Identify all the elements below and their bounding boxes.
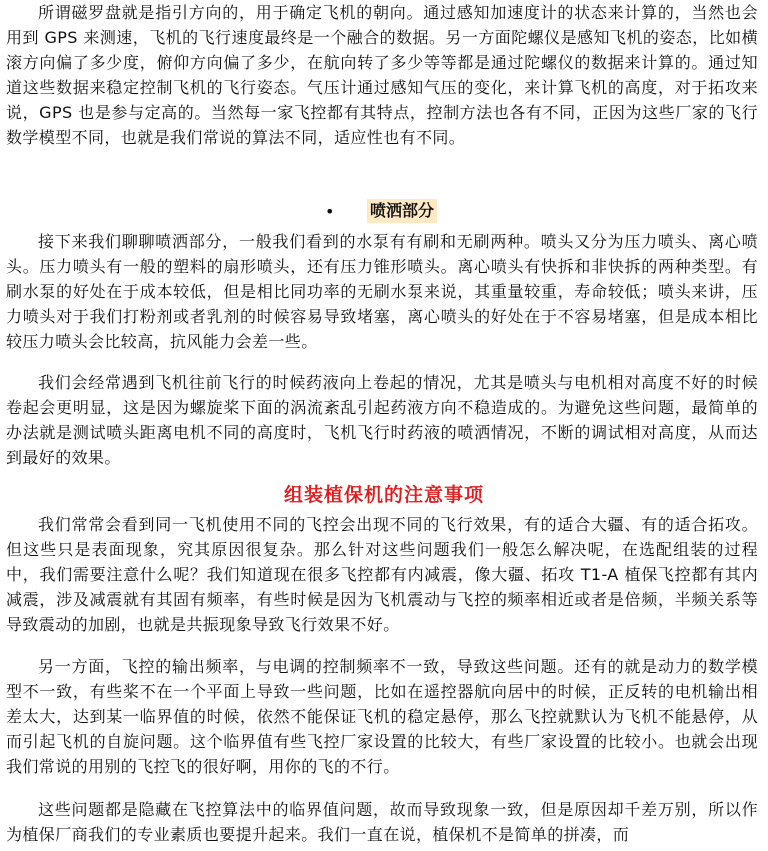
paragraph-assembly-1: 我们常常会看到同一飞机使用不同的飞控会出现不同的飞行效果，有的适合大疆、有的适合拓攻。但这些只是表面现象，究其原因很复杂。那么针对这些问题我们一般怎么解决呢，在选配组装的过程中，我们需要注意什么呢？我们知道现在很多飞控都有内减震，像大疆、拓攻 T1-A 植保飞控都有其内减震，涉及减震就有其固有频率，有些时候是因为飞机震动与飞控的频率相近或者是倍频，半频关系等导致震动的加剧，也就是共振现象导致飞行效果不好。 bbox=[6, 515, 758, 634]
section-header-spray bbox=[0, 199, 768, 225]
paragraph-assembly-3: 这些问题都是隐藏在飞控算法中的临界值问题，故而导致现象一致，但是原因却千差万别，所以作为植保厂商我们的专业素质也要提升起来。我们一直在说，植保机不是简单的拼凑，而 bbox=[6, 800, 758, 844]
main-heading: 组装植保机的注意事项 bbox=[283, 484, 484, 506]
bullet-icon: • bbox=[325, 202, 335, 221]
section-title: 喷洒部分 bbox=[367, 199, 437, 223]
paragraph-spray-2: 我们会经常遇到飞机往前飞行的时候药液向上卷起的情况，尤其是喷头与电机相对高度不好的时候卷起会更明显，这是因为螺旋桨下面的涡流紊乱引起药液方向不稳造成的。为避免这些问题，最简单的办法就是测试喷头距离电机不同的高度时，飞机飞行时药液的喷洒情况，不断的调试相对高度，从而达到最好的效果。 bbox=[6, 373, 758, 467]
paragraph-assembly-2: 另一方面，飞控的输出频率，与电调的控制频率不一致，导致这些问题。还有的就是动力的数学模型不一致，有些桨不在一个平面上导致一些问题，比如在遥控器航向居中的时候，正反转的电机输出相差太大，达到某一临界值的时候，依然不能保证飞机的稳定悬停，那么飞控就默认为飞机不能悬停，从而引起飞机的自旋问题。这个临界值有些飞控厂家设置的比较大，有些厂家设置的比较小。也就会出现我们常说的用别的飞控飞的很好啊，用你的飞的不行。 bbox=[6, 657, 758, 776]
paragraph-sensors: 所谓磁罗盘就是指引方向的，用于确定飞机的朝向。通过感知加速度计的状态来计算的，当然也会用到 GPS 来测速，飞机的飞行速度最终是一个融合的数据。另一方面陀螺仪是感知飞机的姿态，比如横滚方向偏了多少度，俯仰方向偏了多少，在航向转了多少等等都是通过陀螺仪的数据来计算的。通过知道这些数据来稳定控制飞机的飞行姿态。气压计通过感知气压的变化，来计算飞机的高度，对于拓攻来说，GPS 也是参与定高的。当然每一家飞控都有其特点，控制方法也各有不同，正因为这些厂家的飞行数学模型不同，也就是我们常说的算法不同，适应性也有不同。 bbox=[6, 3, 758, 147]
paragraph-spray-1: 接下来我们聊聊喷洒部分，一般我们看到的水泵有有刷和无刷两种。喷头又分为压力喷头、离心喷头。压力喷头有一般的塑料的扇形喷头，还有压力锥形喷头。离心喷头有快拆和非快拆的两种类型。有刷水泵的好处在于成本较低，但是相比同功率的无刷水泵来说，其重量较重，寿命较低；喷头来讲，压力喷头对于我们打粉剂或者乳剂的时候容易导致堵塞，离心喷头的好处在于不容易堵塞，但是成本相比较压力喷头会比较高，抗风能力会差一些。 bbox=[6, 232, 758, 351]
